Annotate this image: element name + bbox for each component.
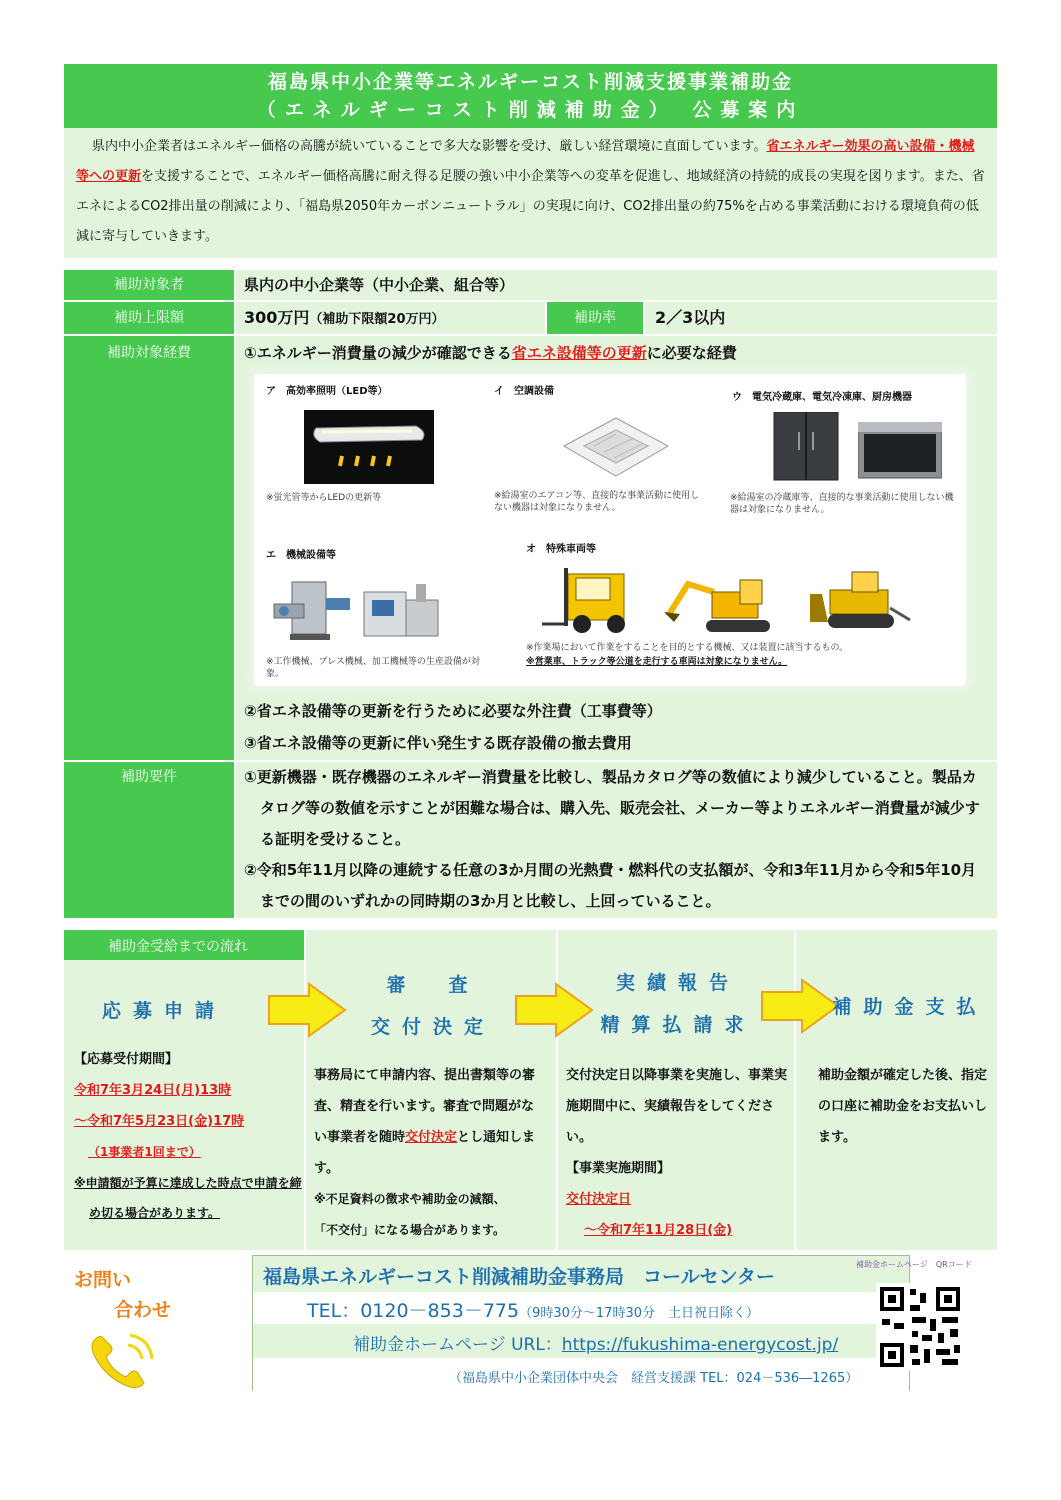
press-machine-image [362, 578, 442, 642]
report-period-to: ～令和7年11月28日(金) [584, 1223, 733, 1238]
step-decision-title: 交付決定 [370, 1016, 495, 1038]
page-header [64, 64, 997, 128]
flow-section [64, 930, 997, 1250]
note-fridge: ※給湯室の冷蔵庫等、直接的な事業活動に使用しない機器は対象になりません。 [730, 493, 954, 515]
caption-machine: エ 機械設備等 [266, 550, 336, 561]
page-title: 福島県中小企業等エネルギーコスト削減支援事業補助金 [267, 71, 793, 93]
eligibility-label: 補助対象者 [64, 270, 234, 300]
note-vehicle-1: ※作業場において作業をすることを目的とする機械、又は装置に該当するもの。 [526, 643, 849, 653]
contact-url-label: 補助金ホームページ URL： [353, 1335, 562, 1355]
flow-divider-1 [304, 930, 306, 1250]
expense-item-1 [244, 342, 737, 363]
qr-label: 補助金ホームページ QRコード [856, 1260, 972, 1269]
qr-code-icon[interactable] [876, 1283, 964, 1371]
note-vehicle-2: ※営業車、トラック等公道を走行する車両は対象になりません。 [526, 657, 788, 667]
step-payment-title: 補助金支払 [832, 996, 988, 1018]
contact-url-row [253, 1324, 909, 1358]
review-note-1: ※不足資料の徴求や補助金の減額、 [314, 1192, 506, 1206]
limit-value-cell [236, 302, 545, 334]
limit-label: 補助上限額 [64, 302, 234, 334]
eligibility-value: 県内の中小企業等（中小企業、組合等） [236, 270, 997, 300]
contact-hours: （9時30分～17時30分 土日祝日除く） [519, 1306, 759, 1321]
contact-label-1: お問い [74, 1269, 132, 1291]
requirement-item-1: ①更新機器・既存機器のエネルギー消費量を比較し、製品カタログ等の数値により減少していること。製品カタログ等の数値を示すことが困難な場合は、購入先、販売会社、メーカー等よりエネルギー消費量が減少する証明を受けること。 [244, 768, 980, 848]
rate-value: 2／3以内 [645, 302, 997, 334]
expense-item-3: ③省エネ設備等の更新に伴い発生する既存設備の撤去費用 [244, 734, 632, 752]
homepage-link[interactable]: https://fukushima-energycost.jp/ [561, 1335, 839, 1355]
contact-tel-row [253, 1292, 909, 1324]
contact-label-area [64, 1255, 188, 1391]
caption-vehicle: オ 特殊車両等 [526, 544, 596, 555]
rate-label: 補助率 [547, 302, 643, 334]
contact-section [64, 1255, 997, 1391]
report-period-label: 【事業実施期間】 [566, 1161, 671, 1176]
contact-box [252, 1255, 910, 1391]
caption-ac: イ 空調設備 [494, 386, 554, 397]
requirements-label: 補助要件 [64, 762, 234, 918]
air-conditioner-image [554, 410, 674, 486]
review-text-2: とし通知します。 [314, 1130, 536, 1176]
contact-label-2: 合わせ [114, 1299, 172, 1321]
expense-item-1-highlight: 省エネ設備等の更新 [511, 344, 647, 362]
apply-period-label: 【応募受付期間】 [74, 1052, 179, 1067]
eligibility-row [64, 270, 997, 300]
bulldozer-image [806, 564, 918, 636]
caption-led: ア 高効率照明（LED等） [266, 386, 388, 397]
limit-value-sub: （補助下限額20万円） [309, 312, 445, 327]
limit-value: 300万円 [244, 308, 310, 327]
intro-highlight: 省エネルギー効果の高い設備・機械等への更新 [76, 139, 975, 184]
step-payment-request-title: 精算払請求 [600, 1014, 756, 1036]
phone-icon [88, 1331, 158, 1391]
contact-org: （福島県中小企業団体中央会 経営支援課 TEL：024－536―1265） [253, 1358, 909, 1392]
refrigerator-image [772, 412, 842, 482]
requirements-row [64, 762, 997, 918]
expense-item-1-b: に必要な経費 [646, 344, 737, 362]
note-ac: ※給湯室のエアコン等、直接的な事業活動に使用しない機器は対象になりません。 [494, 491, 700, 513]
apply-period-from: 令和7年3月24日(月)13時 [74, 1083, 232, 1098]
requirement-item-2: ②令和5年11月以降の連続する任意の3か月間の光熱費・燃料代の支払額が、令和3年11月から令和5年10月までの間のいずれかの同時期の3か月と比較し、上回っていること。 [244, 861, 977, 910]
step-review-title: 審 査 [386, 974, 480, 996]
note-machine: ※工作機械、プレス機械、加工機械等の生産設備が対象。 [266, 657, 480, 679]
step-apply-text [74, 1044, 304, 1228]
led-light-image [304, 410, 434, 484]
flow-tab: 補助金受給までの流れ [64, 930, 304, 960]
expense-item-1-a: ①エネルギー消費量の減少が確認できる [244, 344, 512, 362]
contact-tel: TEL：0120－853－775 [307, 1300, 520, 1322]
equipment-examples [254, 374, 966, 686]
review-text-1: 事務局にて申請内容、提出書類等の審査、精査を行います。審査で問題がない事業者を随時 [314, 1068, 536, 1145]
apply-once: （1事業者1回まで） [88, 1145, 201, 1159]
intro-text-1: 県内中小企業者はエネルギー価格の高騰が続いていることで多大な影響を受け、厳しい経営環境に直面しています。 [92, 139, 767, 154]
step-report-title: 実績報告 [615, 972, 740, 994]
oven-image [858, 422, 942, 480]
machine-tool-image [270, 578, 360, 642]
step-report-text [566, 1060, 792, 1246]
caption-fridge: ウ 電気冷蔵庫、電気冷凍庫、厨房機器 [732, 392, 912, 403]
review-note-2: 「不交付」になる場合があります。 [314, 1223, 506, 1237]
requirements-value [236, 762, 997, 918]
excavator-image [660, 572, 796, 636]
forklift-image [538, 564, 642, 636]
apply-period-to: ～令和7年5月23日(金)17時 [74, 1114, 245, 1129]
apply-note: ※申請額が予算に達成した時点で申請を締め切る場合があります。 [74, 1176, 302, 1220]
limit-row [64, 302, 997, 334]
report-period-from: 交付決定日 [566, 1192, 632, 1207]
note-led: ※蛍光管等からLEDの更新等 [266, 493, 382, 503]
expenses-label: 補助対象経費 [64, 336, 234, 760]
report-text: 交付決定日以降事業を実施し、事業実施期間中に、実績報告をしてください。 [566, 1068, 788, 1145]
step-apply-title: 応募申請 [101, 1000, 226, 1022]
step-review-text [314, 1060, 546, 1246]
payment-text: 補助金額が確定した後、指定の口座に補助金をお支払いします。 [818, 1068, 988, 1145]
expense-item-2: ②省エネ設備等の更新を行うために必要な外注費（工事費等） [244, 702, 662, 720]
contact-office: 福島県エネルギーコスト削減補助金事務局 コールセンター [253, 1256, 909, 1292]
intro-text-2: を支援することで、エネルギー価格高騰に耐え得る足腰の強い中小企業等への変革を促進し、地域経済の持続的成長の実現を図ります。また、省エネによるCO2排出量の削減により、「福島県2050年カーボンニュートラル」の実現に向け、CO2排出量の約75%を占める事業活動における環境負荷の低減に寄与していきます。 [76, 169, 985, 244]
intro-paragraph [64, 128, 997, 258]
review-highlight: 交付決定 [405, 1130, 458, 1145]
page-subtitle: （エネルギーコスト削減補助金） 公募案内 [256, 99, 805, 121]
